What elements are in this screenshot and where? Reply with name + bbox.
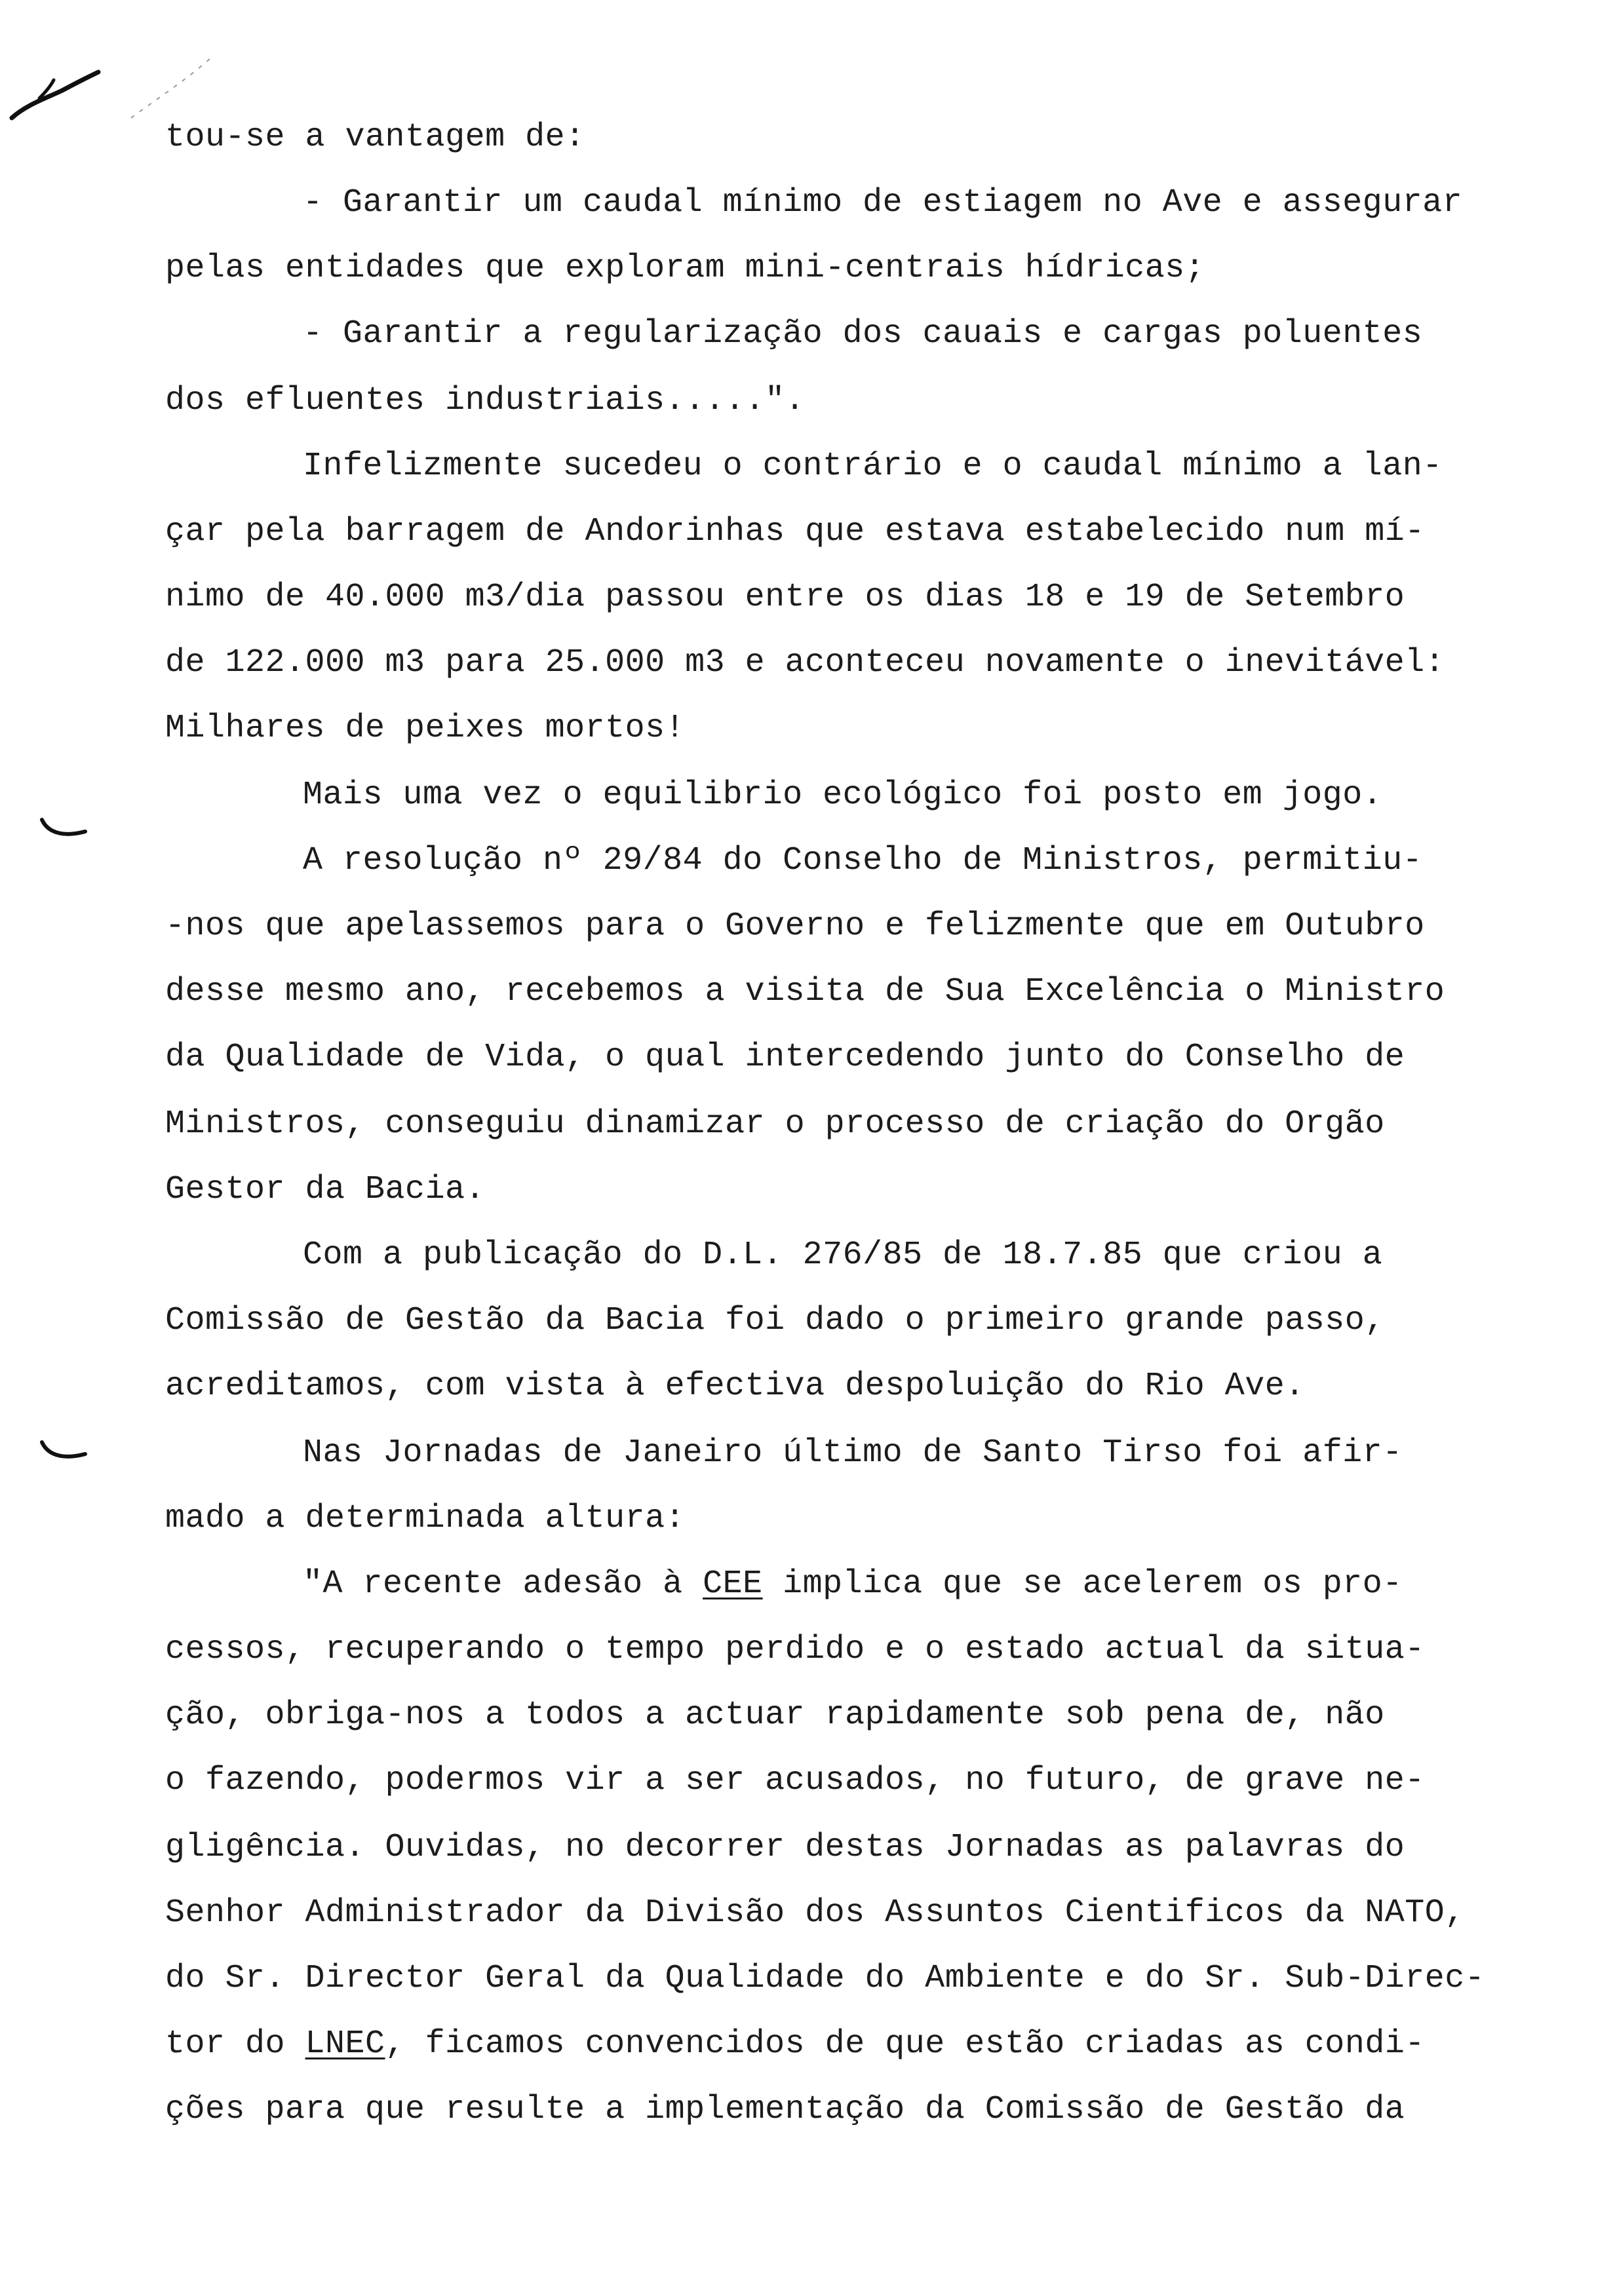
text-span: implica que se acelerem os pro-: [762, 1565, 1403, 1603]
text-span: , ficamos convencidos de que estão criadas as condi-: [385, 2025, 1425, 2063]
paragraph-start: A resolução nº 29/84 do Conselho de Ministros, permitiu-: [303, 842, 1423, 879]
text-line: ção, obriga-nos a todos a actuar rapidamente sob pena de, não: [165, 1696, 1385, 1734]
underlined-acronym: CEE: [703, 1565, 763, 1603]
text-line: desse mesmo ano, recebemos a visita de Sua Excelência o Ministro: [165, 973, 1445, 1010]
text-line: [165, 2025, 1425, 2064]
text-line: do Sr. Director Geral da Qualidade do Ambiente e do Sr. Sub-Direc-: [165, 1960, 1485, 1997]
text-line: -nos que apelassemos para o Governo e felizmente que em Outubro: [165, 908, 1425, 945]
text-line: çar pela barragem de Andorinhas que estava estabelecido num mí-: [165, 513, 1425, 550]
text-line: pelas entidades que exploram mini-centrais hídricas;: [165, 250, 1205, 287]
text-span: tor do: [165, 2025, 305, 2063]
text-line: mado a determinada altura:: [165, 1500, 686, 1537]
text-line: cessos, recuperando o tempo perdido e o estado actual da situa-: [165, 1631, 1425, 1668]
text-line: Comissão de Gestão da Bacia foi dado o primeiro grande passo,: [165, 1302, 1385, 1339]
text-line: de 122.000 m3 para 25.000 m3 e aconteceu novamente o inevitável:: [165, 644, 1445, 681]
text-line: dos efluentes industriais.....".: [165, 382, 806, 419]
text-line: Milhares de peixes mortos!: [165, 710, 686, 747]
text-line: tou-se a vantagem de:: [165, 119, 585, 156]
paragraph-start: Nas Jornadas de Janeiro último de Santo Tirso foi afir-: [303, 1434, 1403, 1472]
text-line: o fazendo, podermos vir a ser acusados, no futuro, de grave ne-: [165, 1762, 1425, 1799]
paragraph-start: Infelizmente sucedeu o contrário e o caudal mínimo a lan-: [303, 448, 1443, 485]
text-span: "A recente adesão à: [303, 1565, 703, 1603]
text-line: gligência. Ouvidas, no decorrer destas Jornadas as palavras do: [165, 1829, 1405, 1866]
quote-start: [303, 1565, 1403, 1604]
text-line: Ministros, conseguiu dinamizar o processo de criação do Orgão: [165, 1105, 1385, 1143]
list-item: - Garantir um caudal mínimo de estiagem no Ave e assegurar: [303, 184, 1463, 221]
text-line: Gestor da Bacia.: [165, 1171, 486, 1208]
margin-mark: [39, 1438, 92, 1464]
text-line: nimo de 40.000 m3/dia passou entre os dias 18 e 19 de Setembro: [165, 579, 1405, 616]
paragraph-start: Com a publicação do D.L. 276/85 de 18.7.85 que criou a: [303, 1236, 1383, 1274]
text-line: da Qualidade de Vida, o qual intercedendo junto do Conselho de: [165, 1039, 1405, 1076]
underlined-acronym: LNEC: [305, 2025, 385, 2063]
margin-mark: [39, 816, 92, 842]
paragraph-start: Mais uma vez o equilibrio ecológico foi posto em jogo.: [303, 776, 1383, 814]
list-item: - Garantir a regularização dos cauais e cargas poluentes: [303, 315, 1423, 353]
text-line: Senhor Administrador da Divisão dos Assuntos Cientificos da NATO,: [165, 1894, 1465, 1932]
text-line: acreditamos, com vista à efectiva despoluição do Rio Ave.: [165, 1368, 1305, 1405]
text-line: ções para que resulte a implementação da Comissão de Gestão da: [165, 2091, 1405, 2128]
